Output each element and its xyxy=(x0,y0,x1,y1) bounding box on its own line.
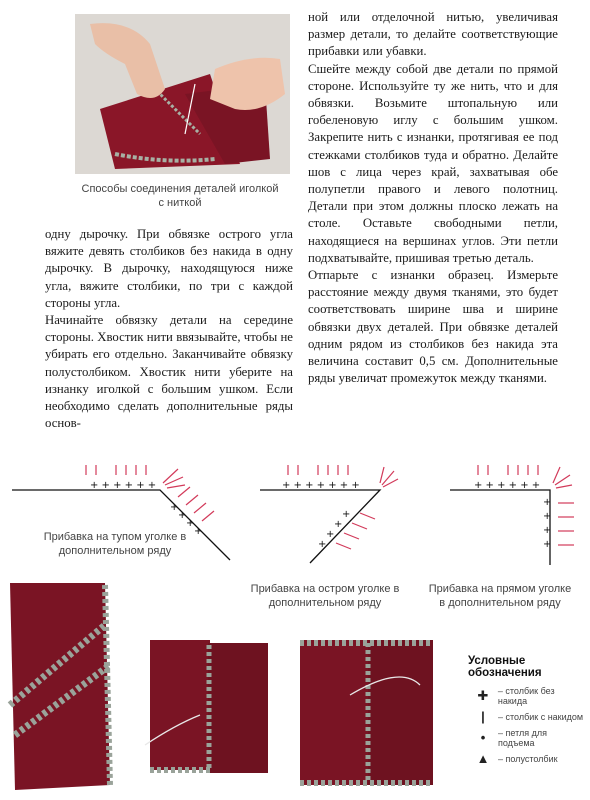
legend-row-double-crochet xyxy=(468,706,586,727)
right-paragraph-1: ной или отделочной нитью, увеличивая размер детали, то делайте соответствующие прибавки или убавки. xyxy=(308,10,558,59)
diagram-caption-acute: Прибавка на остром уголке в дополнительном ряду xyxy=(250,583,400,609)
svg-text:+ + + + + +: + + + + + + xyxy=(474,480,541,491)
svg-text:+: + xyxy=(318,539,327,550)
right-paragraph-2: Сшейте между собой две детали по прямой стороне. Используйте ту же нить, что и для обвязки. Возьмите штопальную или гобеленовую иглу с большим ушком. Закрепите нить с изнанки, протягивая ее под стежками столбиков туда и обратно. Делайте шов с лица через край, захватывая обе полупетли правого и левого полотниц. Детали при этом должны плоско лежать на столе. Оставьте свободными петли, находящиеся на вершинах углов. Эти петли подхватывайте, пришивая третью деталь. xyxy=(308,61,558,265)
svg-text:+: + xyxy=(543,539,552,550)
photo-caption: Способы соединения деталей иголкой с ниткой xyxy=(81,183,279,209)
svg-text:+: + xyxy=(326,529,335,540)
legend-row-chain xyxy=(468,727,586,748)
right-paragraph-3: Отпарьте с изнанки образец. Измерьте расстояние между двумя тканями, это будет соответствовать ширине шва и ширине обвязки двух деталей. При обвязке деталей одним рядом из столбиков без накида эта величина составит 0,5 см. Дополнительные ряды увеличат промежуток между тканями. xyxy=(308,268,558,386)
legend-label: – столбик без накида xyxy=(497,685,555,706)
bottom-photos xyxy=(0,575,450,800)
svg-text:+: + xyxy=(334,519,343,530)
plus-icon: ✚ xyxy=(477,687,489,703)
fabric-sample-3 xyxy=(300,640,433,785)
left-paragraph-2: Начинайте обвязку детали на середине стороны. Хвостик нити ввязывайте, чтобы не убирать его отдельно. Заканчивайте обвязку полустолбиком. Хвостик нити уберите на изнанку иголкой с большим ушком. Если необходимо сделать дополнительные ряды основ- xyxy=(45,313,293,431)
svg-text:+: + xyxy=(543,525,552,536)
triangle-icon: ▲ xyxy=(476,751,490,766)
hands-sewing-photo xyxy=(75,14,290,174)
legend-label: – петля для подъема xyxy=(497,727,547,748)
vertical-bar-icon: | xyxy=(481,709,485,724)
right-column-text xyxy=(308,9,558,387)
legend-title: Условные обозначения xyxy=(468,655,542,679)
svg-text:+ + + + + + +: + + + + + + + xyxy=(282,480,360,491)
diagram-caption-obtuse: Прибавка на тупом уголке в дополнительном ряду xyxy=(43,531,187,557)
legend-row-single-crochet xyxy=(468,685,586,706)
legend-label: – столбик с накидом xyxy=(498,711,584,722)
dot-icon: • xyxy=(480,730,486,745)
fabric-sample-1 xyxy=(10,583,110,790)
svg-text:+: + xyxy=(543,497,552,508)
legend-row-slip-stitch xyxy=(468,748,586,769)
svg-text:+: + xyxy=(194,526,203,537)
svg-text:+: + xyxy=(186,518,195,529)
left-column-text xyxy=(45,226,293,432)
fabric-sample-2 xyxy=(145,640,268,773)
left-paragraph-1: одну дырочку. При обвязке острого угла вяжите девять столбиков без накида в одну дырочку. В дырочку, находящуюся ниже угла, вяжите столбики, по три с каждой стороны угла. xyxy=(45,227,293,310)
legend-label: – полустолбик xyxy=(498,753,558,764)
top-photo xyxy=(75,14,290,174)
svg-text:+: + xyxy=(170,502,179,513)
svg-text:+: + xyxy=(178,510,187,521)
svg-text:+: + xyxy=(342,509,351,520)
svg-text:+ + + + + +: + + + + + + xyxy=(90,480,157,491)
legend xyxy=(468,655,586,769)
svg-text:+: + xyxy=(543,511,552,522)
diagram-caption-right: Прибавка на прямом уголке в дополнительном ряду xyxy=(428,583,572,609)
